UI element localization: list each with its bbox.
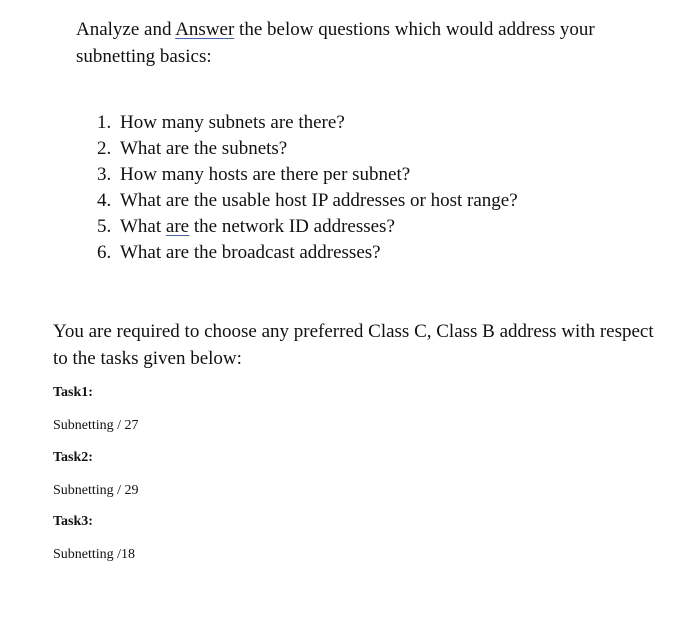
intro-suffix: the below questions which would address your subnetting basics:	[76, 19, 595, 67]
question-number: 1.	[97, 112, 112, 133]
question-item	[97, 136, 518, 162]
question-number: 6.	[97, 242, 112, 263]
intro-underlined-word: Answer	[175, 19, 235, 40]
question-item	[97, 240, 518, 266]
question-text: How many subnets are there?	[120, 112, 345, 133]
question-text: What are the subnets?	[120, 138, 288, 159]
question-text: What are the usable host IP addresses or host range?	[120, 190, 518, 211]
task-2-detail: Subnetting / 29	[53, 483, 139, 498]
question-number: 3.	[97, 164, 112, 185]
question-list	[97, 110, 518, 266]
question-text-post: the network ID addresses?	[189, 216, 395, 237]
question-item	[97, 188, 518, 214]
question-number: 4.	[97, 190, 112, 211]
task-2-title: Task2:	[53, 450, 93, 465]
question-text: How many hosts are there per subnet?	[120, 164, 411, 185]
requirement-paragraph: You are required to choose any preferred Class C, Class B address with respect to the tasks given below:	[53, 321, 654, 369]
question-item	[97, 162, 518, 188]
task-1-title: Task1:	[53, 385, 93, 400]
intro-paragraph	[76, 16, 676, 70]
task-3-title: Task3:	[53, 514, 93, 529]
question-item	[97, 214, 518, 240]
question-number: 5.	[97, 216, 112, 237]
question-text: What are the broadcast addresses?	[120, 242, 381, 263]
task-1-detail: Subnetting / 27	[53, 418, 139, 433]
intro-prefix: Analyze and	[76, 19, 176, 40]
question-text-underlined: are	[165, 216, 190, 237]
question-text-pre: What	[120, 216, 166, 237]
task-3-detail: Subnetting /18	[53, 547, 136, 562]
question-item	[97, 110, 518, 136]
question-number: 2.	[97, 138, 112, 159]
